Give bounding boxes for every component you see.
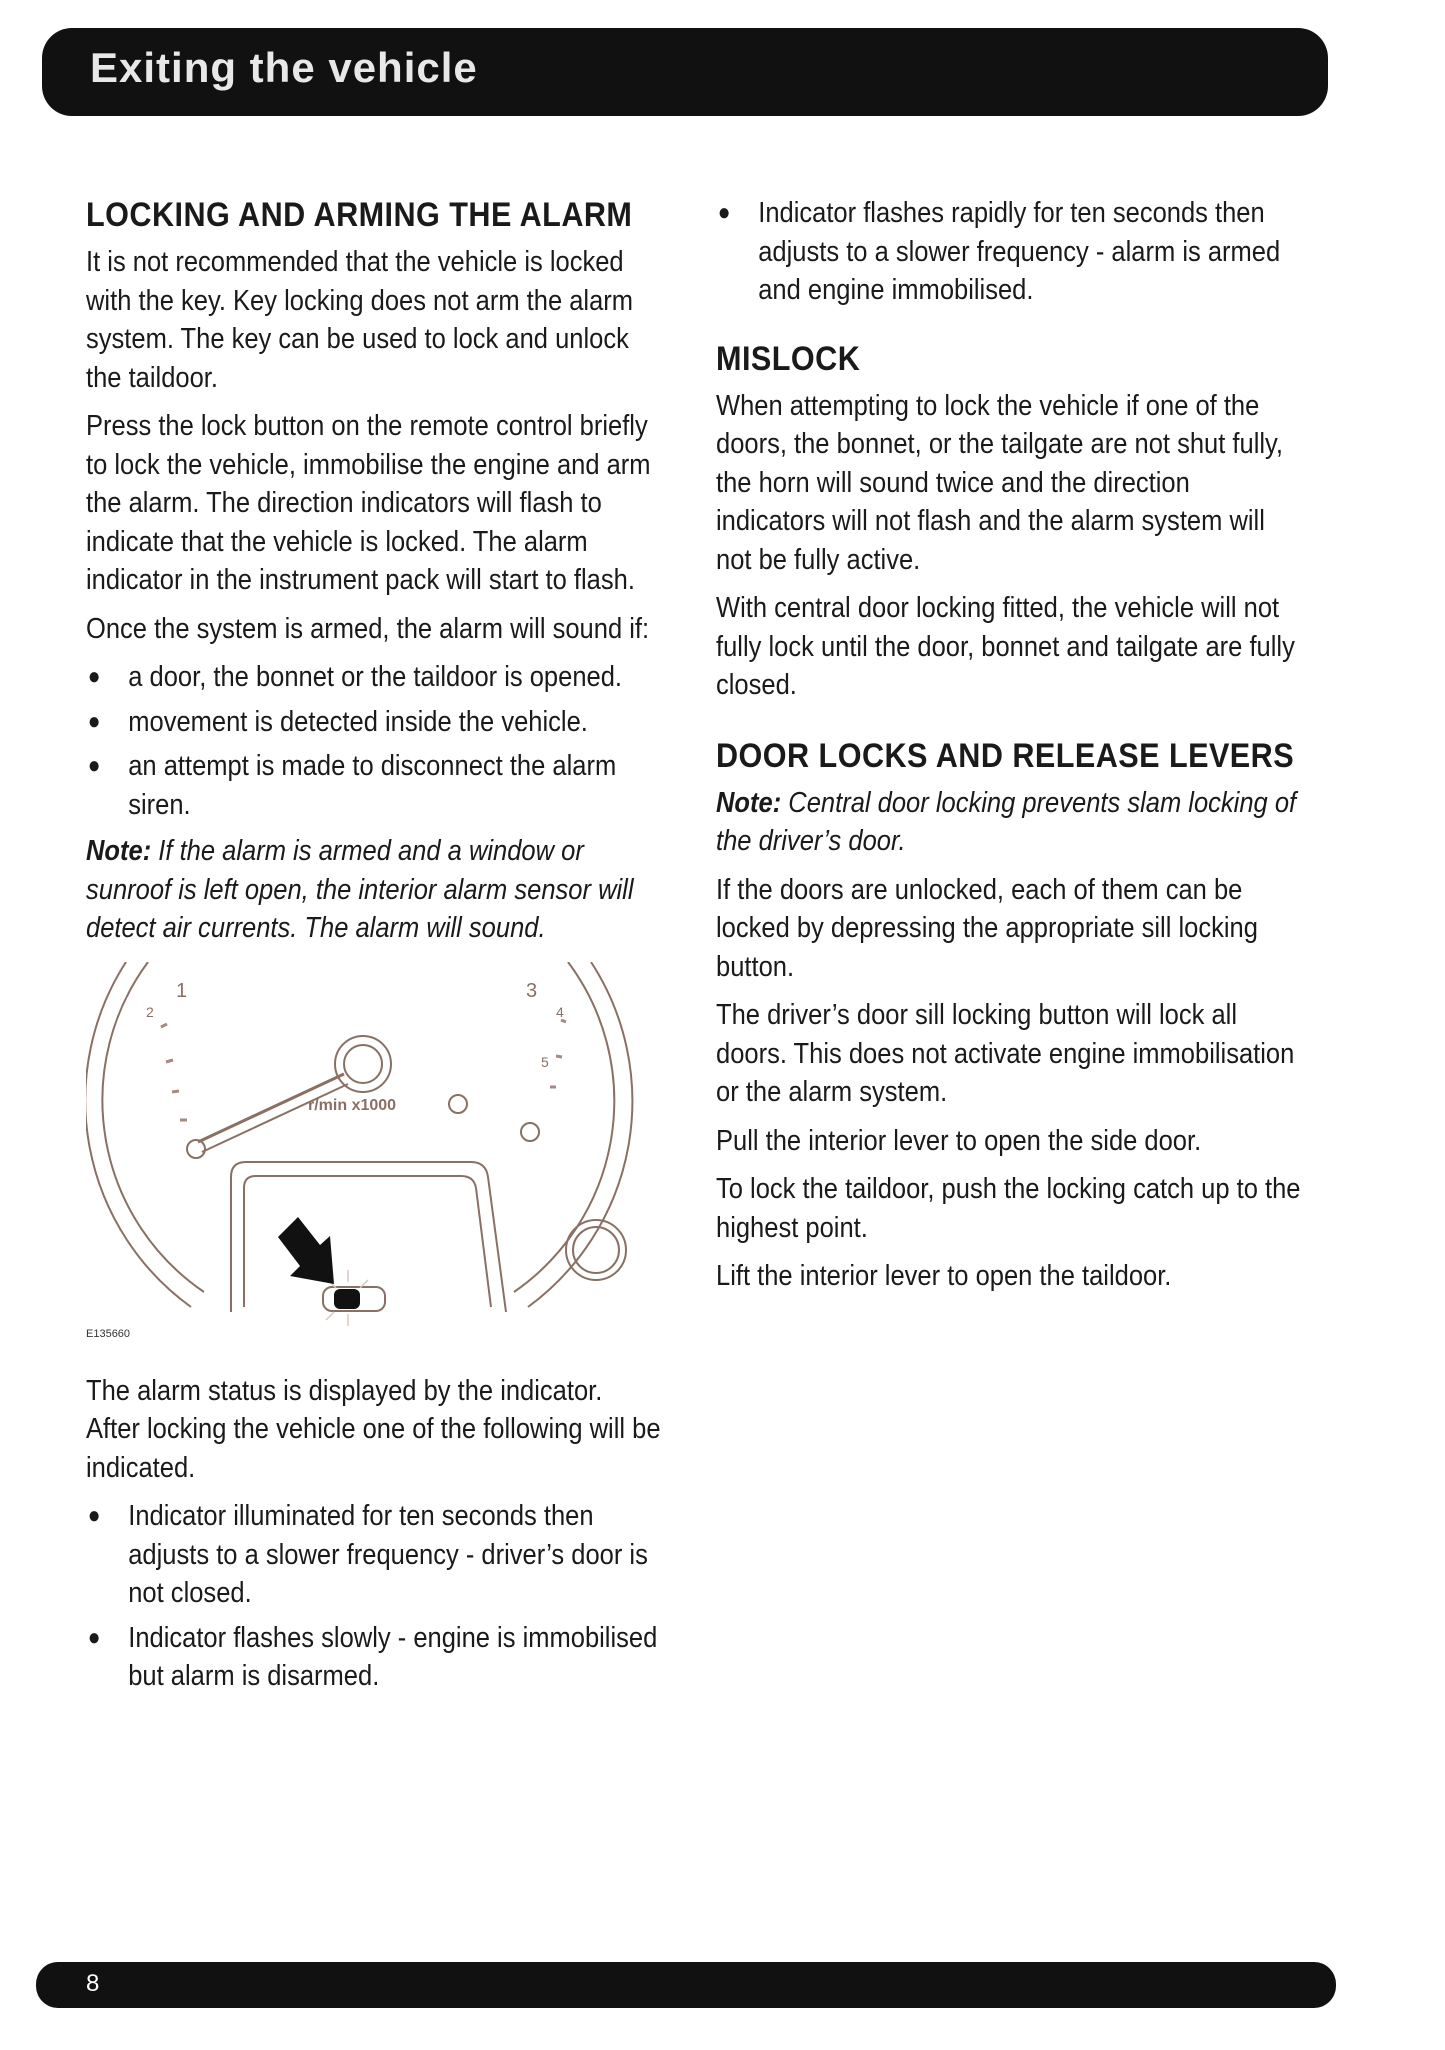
bullet-icon: ● xyxy=(717,199,731,226)
paragraph: The alarm status is displayed by the indicator. After locking the vehicle one of the following will be indicated. xyxy=(86,1374,661,1484)
note xyxy=(716,784,1306,861)
left-column xyxy=(86,196,661,1704)
list-item: ● Indicator illuminated for ten seconds then adjusts to a slower frequency - driver’s door is not closed. xyxy=(86,1497,661,1613)
note-label: Note: xyxy=(86,835,152,867)
page-number: 8 xyxy=(86,1970,100,1997)
note-text: Central door locking prevents slam locking of the driver’s door. xyxy=(716,786,1297,857)
paragraph: To lock the taildoor, push the locking catch up to the highest point. xyxy=(716,1173,1301,1244)
bullet-icon: ● xyxy=(87,1623,101,1651)
alarm-indicator-icon xyxy=(334,1289,360,1309)
list-item: ● an attempt is made to disconnect the alarm siren. xyxy=(86,747,661,824)
bullet-icon: ● xyxy=(87,663,101,690)
list-item: ● a door, the bonnet or the taildoor is opened. xyxy=(86,658,661,697)
right-column xyxy=(716,196,1306,1306)
figure-code: E135660 xyxy=(86,1327,131,1340)
arrow-icon xyxy=(278,1217,334,1284)
instrument-pack-figure xyxy=(86,962,661,1362)
paragraph: It is not recommended that the vehicle is locked with the key. Key locking does not arm the alarm system. The key can be used to lock and unlock the taildoor. xyxy=(86,246,634,394)
section-heading-mislock: MISLOCK xyxy=(716,339,861,378)
tick-label: 3 xyxy=(526,979,538,1002)
paragraph: Lift the interior lever to open the taildoor. xyxy=(716,1260,1172,1292)
tick-label: 2 xyxy=(146,1003,154,1020)
paragraph: The driver’s door sill locking button will lock all doors. This does not activate engine immobilisation or the alarm system. xyxy=(716,999,1295,1108)
footer-bar xyxy=(36,1962,1336,2008)
paragraph: Press the lock button on the remote control briefly to lock the vehicle, immobilise the engine and arm the alarm. The direction indicators will flash to indicate that the vehicle is locked. The alarm indicator in the instrument pack will start to flash. xyxy=(86,410,651,596)
bullet-icon: ● xyxy=(87,707,101,735)
paragraph: Pull the interior lever to open the side door. xyxy=(716,1124,1202,1157)
indicator-status-list xyxy=(86,1497,661,1696)
tick-label: 4 xyxy=(556,1003,564,1020)
tachometer-illustration xyxy=(86,962,661,1342)
header-bar xyxy=(42,28,1328,116)
tick-label: 1 xyxy=(176,979,188,1002)
indicator-status-list-continued xyxy=(716,194,1306,310)
list-item: ● Indicator flashes slowly - engine is immobilised but alarm is disarmed. xyxy=(86,1619,661,1696)
rpm-label: r/min x1000 xyxy=(308,1096,397,1114)
paragraph: Once the system is armed, the alarm will sound if: xyxy=(86,612,650,645)
paragraph: With central door locking fitted, the vehicle will not fully lock until the door, bonnet and tailgate are fully closed. xyxy=(716,592,1295,701)
section-heading-door-locks: DOOR LOCKS AND RELEASE LEVERS xyxy=(716,736,1295,775)
page-title: Exiting the vehicle xyxy=(90,44,478,91)
note-text: If the alarm is armed and a window or sunroof is left open, the interior alarm sensor will detect air currents. The alarm will sound. xyxy=(86,835,634,944)
alarm-trigger-list xyxy=(86,658,661,824)
bullet-icon: ● xyxy=(87,752,101,779)
paragraph: When attempting to lock the vehicle if one of the doors, the bonnet, or the tailgate are not shut fully, the horn will sound twice and the direction indicators will not flash and the alarm system will not be fully active. xyxy=(716,389,1284,576)
list-item: ● Indicator flashes rapidly for ten seconds then adjusts to a slower frequency - alarm is armed and engine immobilised. xyxy=(716,194,1306,310)
note-label: Note: xyxy=(716,786,782,819)
bullet-icon: ● xyxy=(87,1502,101,1529)
list-item: ● movement is detected inside the vehicle. xyxy=(86,703,661,742)
paragraph: If the doors are unlocked, each of them can be locked by depressing the appropriate sill locking button. xyxy=(716,873,1258,983)
tick-label: 5 xyxy=(541,1053,549,1070)
note xyxy=(86,832,661,948)
section-heading-locking: LOCKING AND ARMING THE ALARM xyxy=(86,196,633,234)
